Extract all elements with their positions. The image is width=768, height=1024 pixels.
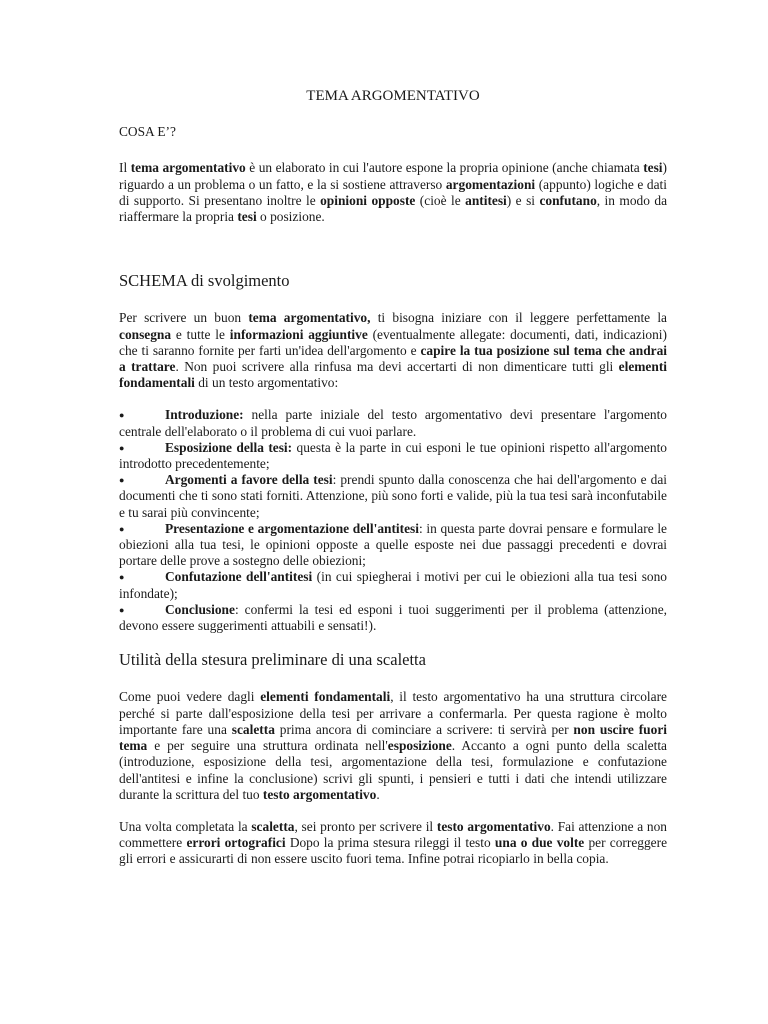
list-item-bold-text: Argomenti a favore della tesi [165,472,333,488]
utility-paragraph-2-text: Dopo la prima stesura rileggi il testo [285,835,495,851]
schema-intro-paragraph-text: Per scrivere un buon [119,310,249,326]
intro-paragraph-text: (appunto) logiche e dati di supporto. Si presentano inoltre le [119,176,667,208]
intro-paragraph-bold-text: confutano [539,192,597,208]
schema-intro-paragraph-text: . Non puoi scrivere alla rinfusa ma devi accertarti di non dimenticare tutti gli [175,359,619,375]
intro-paragraph-text: Il [119,160,131,176]
elements-list [119,407,667,634]
bullet-icon: ● [119,523,125,534]
utility-heading: Utilità della stesura preliminare di una scaletta [119,650,426,670]
utility-paragraph-1-bold-text: testo argomentativo [262,786,377,802]
list-item-text: : in questa parte dovrai pensare e formulare le obiezioni alla tua tesi, le opinioni opposte a quelle esposte nei due passaggi precedenti e dovrai portare delle prove a sostegno delle obiezioni; [119,520,667,569]
intro-paragraph-bold-text: argomentazioni [445,176,536,192]
list-item [119,407,667,439]
bullet-icon: ● [119,442,125,453]
utility-paragraph-2-bold-text: una o due volte [494,835,585,851]
list-item-bold-text: Introduzione: [165,407,244,423]
schema-intro-paragraph-bold-text: elementi fondamentali [119,359,668,391]
document-title: TEMA ARGOMENTATIVO [306,88,480,104]
schema-intro-paragraph [119,310,667,391]
intro-paragraph-text: ) e si [506,192,540,208]
intro-paragraph-text: , in modo da riaffermare la propria [119,192,668,225]
list-item-bold-text: Confutazione dell'antitesi [165,569,313,585]
utility-paragraph-1-text: , il testo argomentativo ha una struttura circolare perché si parte dall'esposizione della tesi per arrivare a confermarla. Per questa ragione è molto importante fare una [119,689,667,737]
intro-paragraph-bold-text: antitesi [465,192,507,208]
utility-paragraph-2-text: , sei pronto per scrivere il [294,818,437,834]
list-item-bold-text: Conclusione [165,601,235,617]
utility-paragraph-2-bold-text: testo argomentativo [436,818,551,834]
list-item [119,602,667,634]
list-item-text: questa è la parte in cui esponi le tue opinioni rispetto all'argomento introdotto precedentemente; [119,439,667,472]
utility-paragraph-1-text: Come puoi vedere dagli [119,689,261,705]
utility-paragraph-1-text: e per seguire una struttura ordinata nell' [147,738,388,754]
list-item-bold-text: Esposizione della tesi: [165,439,293,455]
schema-heading: SCHEMA di svolgimento [119,271,290,291]
utility-paragraph-1 [119,689,667,802]
list-item-text: : confermi la tesi ed esponi i tuoi suggerimenti per il problema (attenzione, devono essere suggerimenti attuabili e sensati!). [119,601,667,634]
list-item-text: : prendi spunto dalla conoscenza che hai dell'argomento e dai documenti che ti sono stati forniti. Attenzione, più sono forti e valide, più la tua tesi sarà inconfutabile e tu sarai più convincente; [119,472,667,520]
utility-paragraph-1-text: prima ancora di cominciare a scrivere: ti servirà per [274,721,574,737]
intro-paragraph-bold-text: tesi [643,160,663,176]
bullet-icon: ● [119,604,125,615]
bullet-icon: ● [119,572,125,583]
intro-paragraph [119,160,667,225]
list-item-text: (in cui spiegherai i motivi per cui le obiezioni alla tua tesi sono infondate); [119,569,668,601]
utility-paragraph-1-bold-text: non uscire fuori tema [119,721,667,754]
schema-intro-paragraph-bold-text: tema argomentativo, [248,310,371,326]
intro-paragraph-text: o posizione. [256,209,325,225]
intro-paragraph-text: è un elaborato in cui l'autore espone la propria opinione (anche chiamata [245,160,644,176]
schema-intro-paragraph-text: (eventualmente allegate: documenti, dati, indicazioni) che ti saranno fornite per farti un'idea dell'argomento e [119,326,667,358]
list-item-text: nella parte iniziale del testo argomentativo devi presentare l'argomento centrale dell'elaborato o il problema di cui vuoi parlare. [119,407,667,439]
document-content [119,88,667,868]
utility-paragraph-1-text: . [376,786,380,802]
schema-intro-paragraph-text: ti bisogna iniziare con il leggere perfettamente la [370,310,668,326]
schema-intro-paragraph-text: di un testo argomentativo: [194,375,339,391]
intro-paragraph-bold-text: tesi [237,209,257,225]
schema-intro-paragraph-bold-text: capire la tua posizione sul tema che andrai a trattare [119,342,668,375]
intro-paragraph-bold-text: opinioni opposte [320,192,416,208]
list-item [119,472,667,521]
intro-paragraph-text: ) riguardo a un problema o un fatto, e la si sostiene attraverso [119,160,667,192]
schema-intro-paragraph-bold-text: informazioni aggiuntive [229,326,368,342]
list-item [119,569,667,601]
utility-paragraph-2-text: . Fai attenzione a non commettere [119,818,667,851]
utility-paragraph-2-text: Una volta completata la [119,818,252,834]
intro-paragraph-bold-text: tema argomentativo [130,160,246,176]
bullet-icon: ● [119,410,125,421]
utility-paragraph-2-text: per correggere gli errori e assicurarti di non essere uscito fuori tema. Infine potrai ricopiarlo in bella copia. [119,835,668,867]
utility-paragraph-1-bold-text: scaletta [231,721,275,737]
utility-paragraph-2-bold-text: scaletta [251,818,295,834]
utility-paragraph-2 [119,819,667,868]
schema-intro-paragraph-text: e tutte le [171,326,230,342]
schema-intro-paragraph-bold-text: consegna [119,326,172,342]
list-item [119,521,667,570]
bullet-icon: ● [119,475,125,486]
list-item [119,440,667,472]
utility-paragraph-1-text: . Accanto a ogni punto della scaletta (introduzione, esposizione della tesi, argomentazione della tesi, formulazione e confutazione dell'antitesi e infine la conclusione) scrivi gli spunti, i pensieri e tutti i dati che intendi utilizzare durante la scrittura del tuo [119,738,667,802]
utility-paragraph-2-bold-text: errori ortografici [186,835,286,851]
intro-heading: COSA E’? [119,124,176,140]
intro-paragraph-text: (cioè le [415,192,466,208]
utility-paragraph-1-bold-text: esposizione [387,738,452,754]
utility-paragraph-1-bold-text: elementi fondamentali [260,689,391,705]
list-item-bold-text: Presentazione e argomentazione dell'antitesi [165,520,419,536]
